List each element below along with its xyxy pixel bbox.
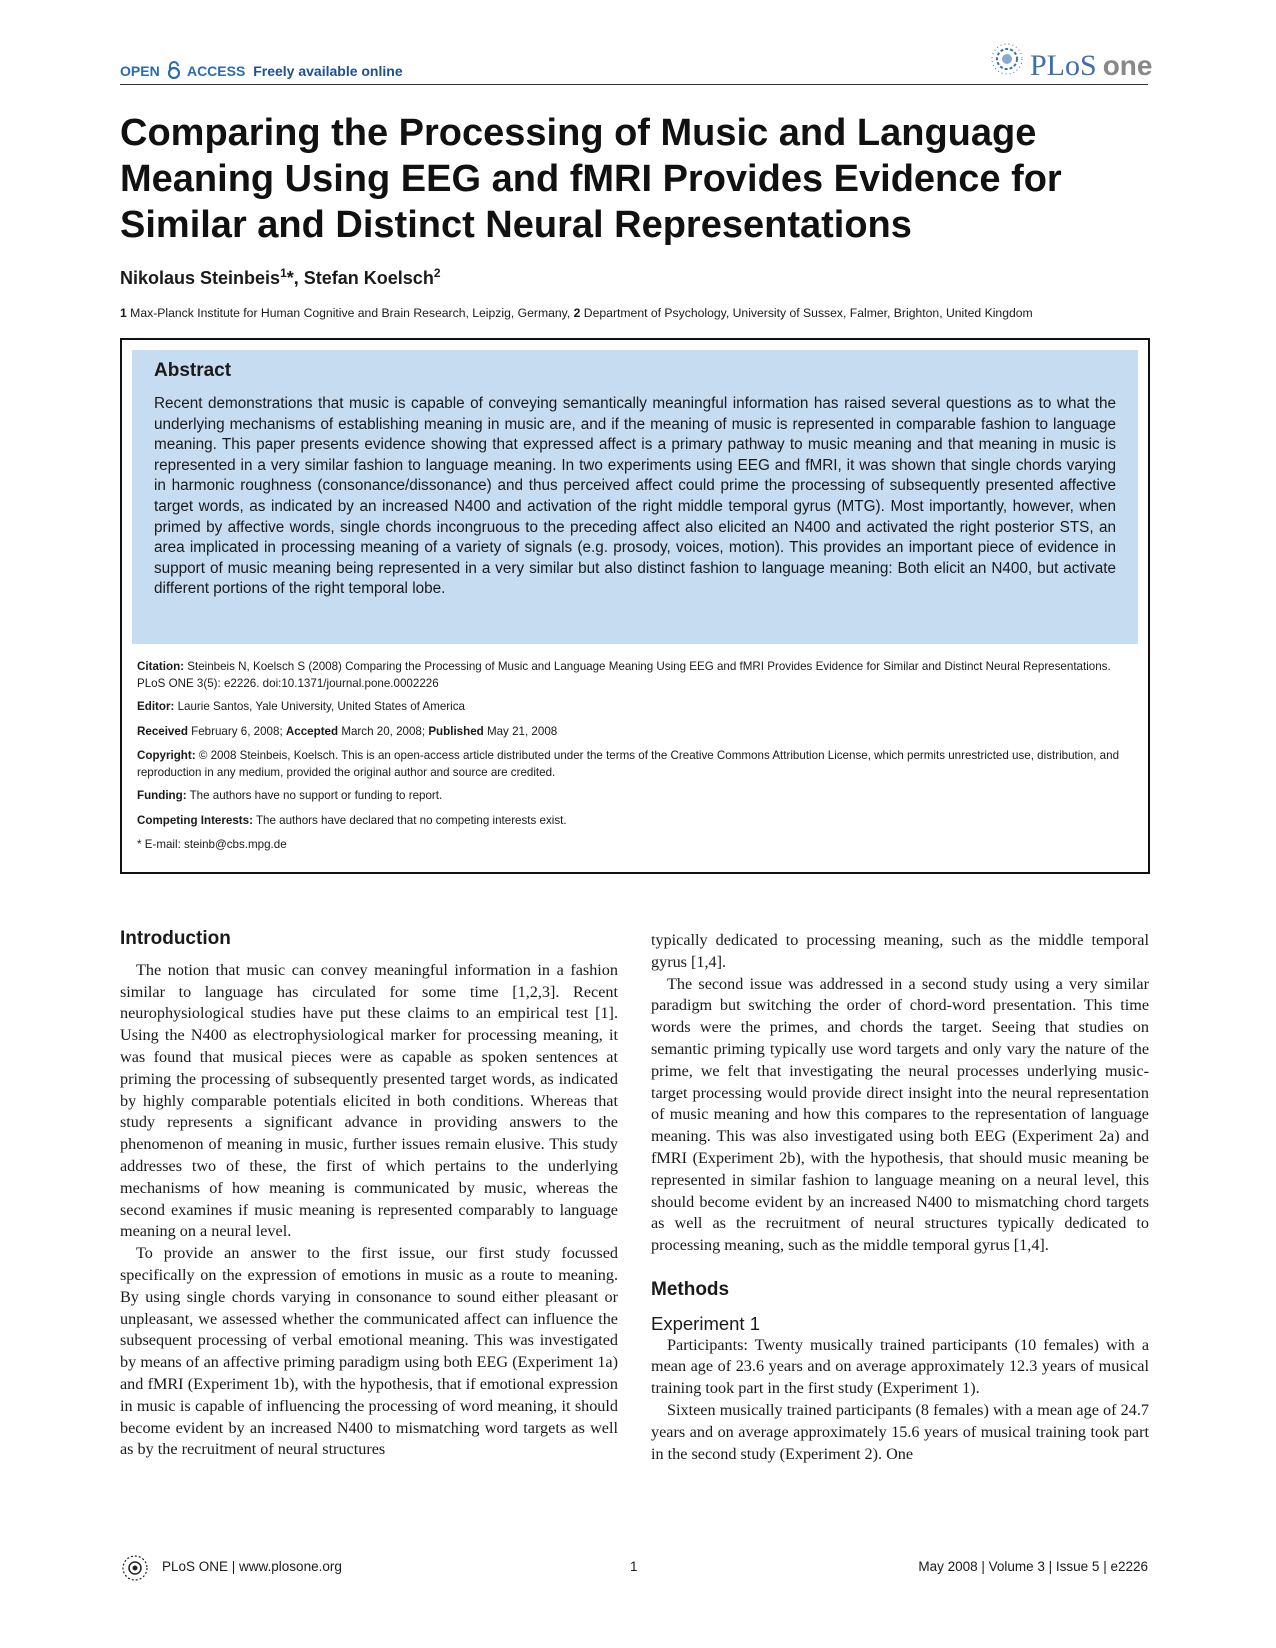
funding-label: Funding: — [137, 789, 187, 802]
email: * E-mail: steinb@cbs.mpg.de — [137, 838, 287, 851]
abstract-heading: Abstract — [154, 360, 232, 381]
citation-label: Citation: — [137, 660, 185, 673]
oa-access-label: ACCESS — [186, 63, 246, 79]
affiliations — [120, 306, 1160, 320]
footer-issue-info: May 2008 | Volume 3 | Issue 5 | e2226 — [918, 1559, 1148, 1574]
corresponding-mark: * — [286, 268, 294, 288]
open-lock-icon — [166, 61, 182, 79]
right-column — [651, 930, 1149, 1465]
editor — [137, 698, 1137, 715]
article-info-box — [120, 338, 1150, 874]
intro-paragraph: To provide an answer to the first issue, our first study focussed specifically on the expression of emotions in music as a route to meaning. By using single chords varying in consonance to sound either pleasant or unpleasant, we assessed whether the communicated affect can influence the subsequent processing of verbal emotional meaning. This was investigated by means of an affective priming paradigm using both EEG (Experiment 1a) and fMRI (Experiment 1b), with the hypothesis, that if emotional expression in music is capable of influencing the processing of word meaning, it should become evident by an increased N400 to mismatching word targets as well as by the recruitment of neural structures — [120, 1244, 618, 1459]
article-title: Comparing the Processing of Music and Language Meaning Using EEG and fMRI Provides Evidence for Similar and Distinct Neural Representations — [120, 112, 1062, 246]
published-label: Published — [428, 725, 484, 738]
methods-heading: Methods — [651, 1278, 730, 1300]
intro-paragraph: The notion that music can convey meaningful information in a fashion similar to language has circulated for some time [1,2,3]. Recent neurophysiological studies have put these claims to an empirical test [1]. Using the N400 as electrophysiological marker for processing meaning, it was found that musical pieces were as capable as spoken sentences at priming the processing of subsequently presented target words, as indicated by highly comparable potentials elicited in both conditions. Whereas that study represents a significant advance in providing answers to the phenomenon of meaning in music, further issues remain elusive. This study addresses two of these, the first of which pertains to the underlying mechanisms of how meaning is communicated by music, whereas the second examines if music meaning is represented comparably to language meaning on a neural level. — [120, 960, 618, 1241]
left-column — [120, 928, 618, 1461]
author-affiliation-number: 2 — [433, 266, 441, 280]
plos-wordmark: PLoS — [1030, 49, 1097, 82]
accepted-label: Accepted — [285, 725, 339, 738]
intro-paragraph: The second issue was addressed in a second study using a very similar paradigm but switching the order of chord-word presentation. This time words were the primes, and chords the target. Seeing that studies on semantic priming typically use word targets and only vary the nature of the prime, we felt that investigating the neural processes underlying music-target processing would provide direct insight into the neural representation of music meaning and how this compares to the representation of language meaning. This was also investigated using both EEG (Experiment 2a) and fMRI (Experiment 2b), with the hypothesis, that should music meaning be represented in similar fashion to language meaning on a neural level, this should become evident by an increased N400 to mismatching chord targets as well as the recruitment of neural structures typically dedicated to processing meaning, such as the middle temporal gyrus [1,4]. — [651, 974, 1149, 1255]
affiliation-number: 1 — [120, 306, 127, 320]
editor-label: Editor: — [137, 700, 175, 713]
editor-text: Laurie Santos, Yale University, United States of America — [174, 700, 465, 713]
journal-logo-text — [1030, 49, 1152, 83]
page-number: 1 — [630, 1559, 638, 1574]
footer-journal: PLoS ONE | www.plosone.org — [162, 1559, 342, 1574]
citation — [137, 658, 1137, 692]
abstract-panel — [132, 350, 1138, 644]
funding — [137, 787, 1137, 804]
one-wordmark: one — [1102, 50, 1153, 81]
competing-label: Competing Interests: — [137, 814, 253, 827]
copyright-text: © 2008 Steinbeis, Koelsch. This is an open-access article distributed under the terms of the Creative Commons Attribution License, which permits unrestricted use, distribution, and reproduction in any medium, provided the original author and source are credited. — [137, 749, 1120, 779]
plos-globe-icon — [990, 42, 1024, 76]
affiliation-text: Department of Psychology, University of Sussex, Falmer, Brighton, United Kingdom — [580, 306, 1033, 320]
author-affiliation-number: 1 — [280, 266, 287, 280]
introduction-heading: Introduction — [120, 928, 231, 949]
received-date: February 6, 2008; — [187, 725, 286, 738]
author-separator: , — [293, 268, 304, 288]
oa-open-label: OPEN — [120, 63, 160, 79]
author-name: Nikolaus Steinbeis — [120, 268, 281, 288]
oa-free-label: Freely available online — [253, 63, 403, 79]
methods-paragraph: Participants: Twenty musically trained participants (10 females) with a mean age of 23.6 years and on average approximately 12.3 years of musical training took part in the first study (Experiment 1). — [651, 1335, 1149, 1398]
competing-interests — [137, 812, 1137, 829]
published-date: May 21, 2008 — [483, 725, 558, 738]
experiment-1-heading: Experiment 1 — [651, 1312, 760, 1334]
page-footer — [120, 1553, 1148, 1583]
author-list — [120, 266, 441, 289]
open-access-banner — [120, 61, 403, 79]
affiliation-number: 2 — [573, 306, 581, 320]
copyright-label: Copyright: — [137, 749, 196, 762]
funding-text: The authors have no support or funding to report. — [186, 789, 443, 802]
plos-footer-logo-icon — [120, 1553, 150, 1583]
accepted-date: March 20, 2008; — [338, 725, 429, 738]
dates — [137, 723, 1137, 740]
journal-logo — [990, 40, 1153, 82]
author-name: Stefan Koelsch — [303, 268, 434, 288]
affiliation-text: Max-Planck Institute for Human Cognitive and Brain Research, Leipzig, Germany, — [126, 306, 574, 320]
intro-paragraph-continued: typically dedicated to processing meaning, such as the middle temporal gyrus [1,4]. — [651, 931, 1149, 971]
competing-text: The authors have declared that no competing interests exist. — [252, 814, 567, 827]
received-label: Received — [137, 725, 188, 738]
abstract-text: Recent demonstrations that music is capable of conveying semantically meaningful information has raised several questions as to what the underlying mechanisms of establishing meaning in music are, and if the meaning of music is represented in comparable fashion to language meaning. This paper presents evidence showing that expressed affect is a primary pathway to music meaning and that meaning in music is represented in a very similar fashion to language meaning. In two experiments using EEG and fMRI, it was shown that single chords varying in harmonic roughness (consonance/dissonance) and thus perceived affect could prime the processing of subsequently presented affective target words, as indicated by an increased N400 and activation of the right middle temporal gyrus (MTG). Most importantly, however, when primed by affective words, single chords incongruous to the preceding affect also elicited an N400 and activated the right posterior STS, an area implicated in processing meaning of a variety of signals (e.g. prosody, voices, motion). This provides an important piece of evidence in support of music meaning being represented in a very similar but also distinct fashion to language meaning: Both elicit an N400, but activate different portions of the right temporal lobe. — [154, 395, 1116, 598]
header-divider — [120, 84, 1148, 85]
copyright — [137, 747, 1137, 781]
methods-paragraph: Sixteen musically trained participants (8 females) with a mean age of 24.7 years and on average approximately 15.6 years of musical training took part in the second study (Experiment 2). One — [651, 1400, 1149, 1463]
citation-text: Steinbeis N, Koelsch S (2008) Comparing the Processing of Music and Language Meaning Using EEG and fMRI Provides Evidence for Similar and Distinct Neural Representations. PLoS ONE 3(5): e2226. doi:10.1371/journal.pone.0002226 — [137, 660, 1111, 690]
